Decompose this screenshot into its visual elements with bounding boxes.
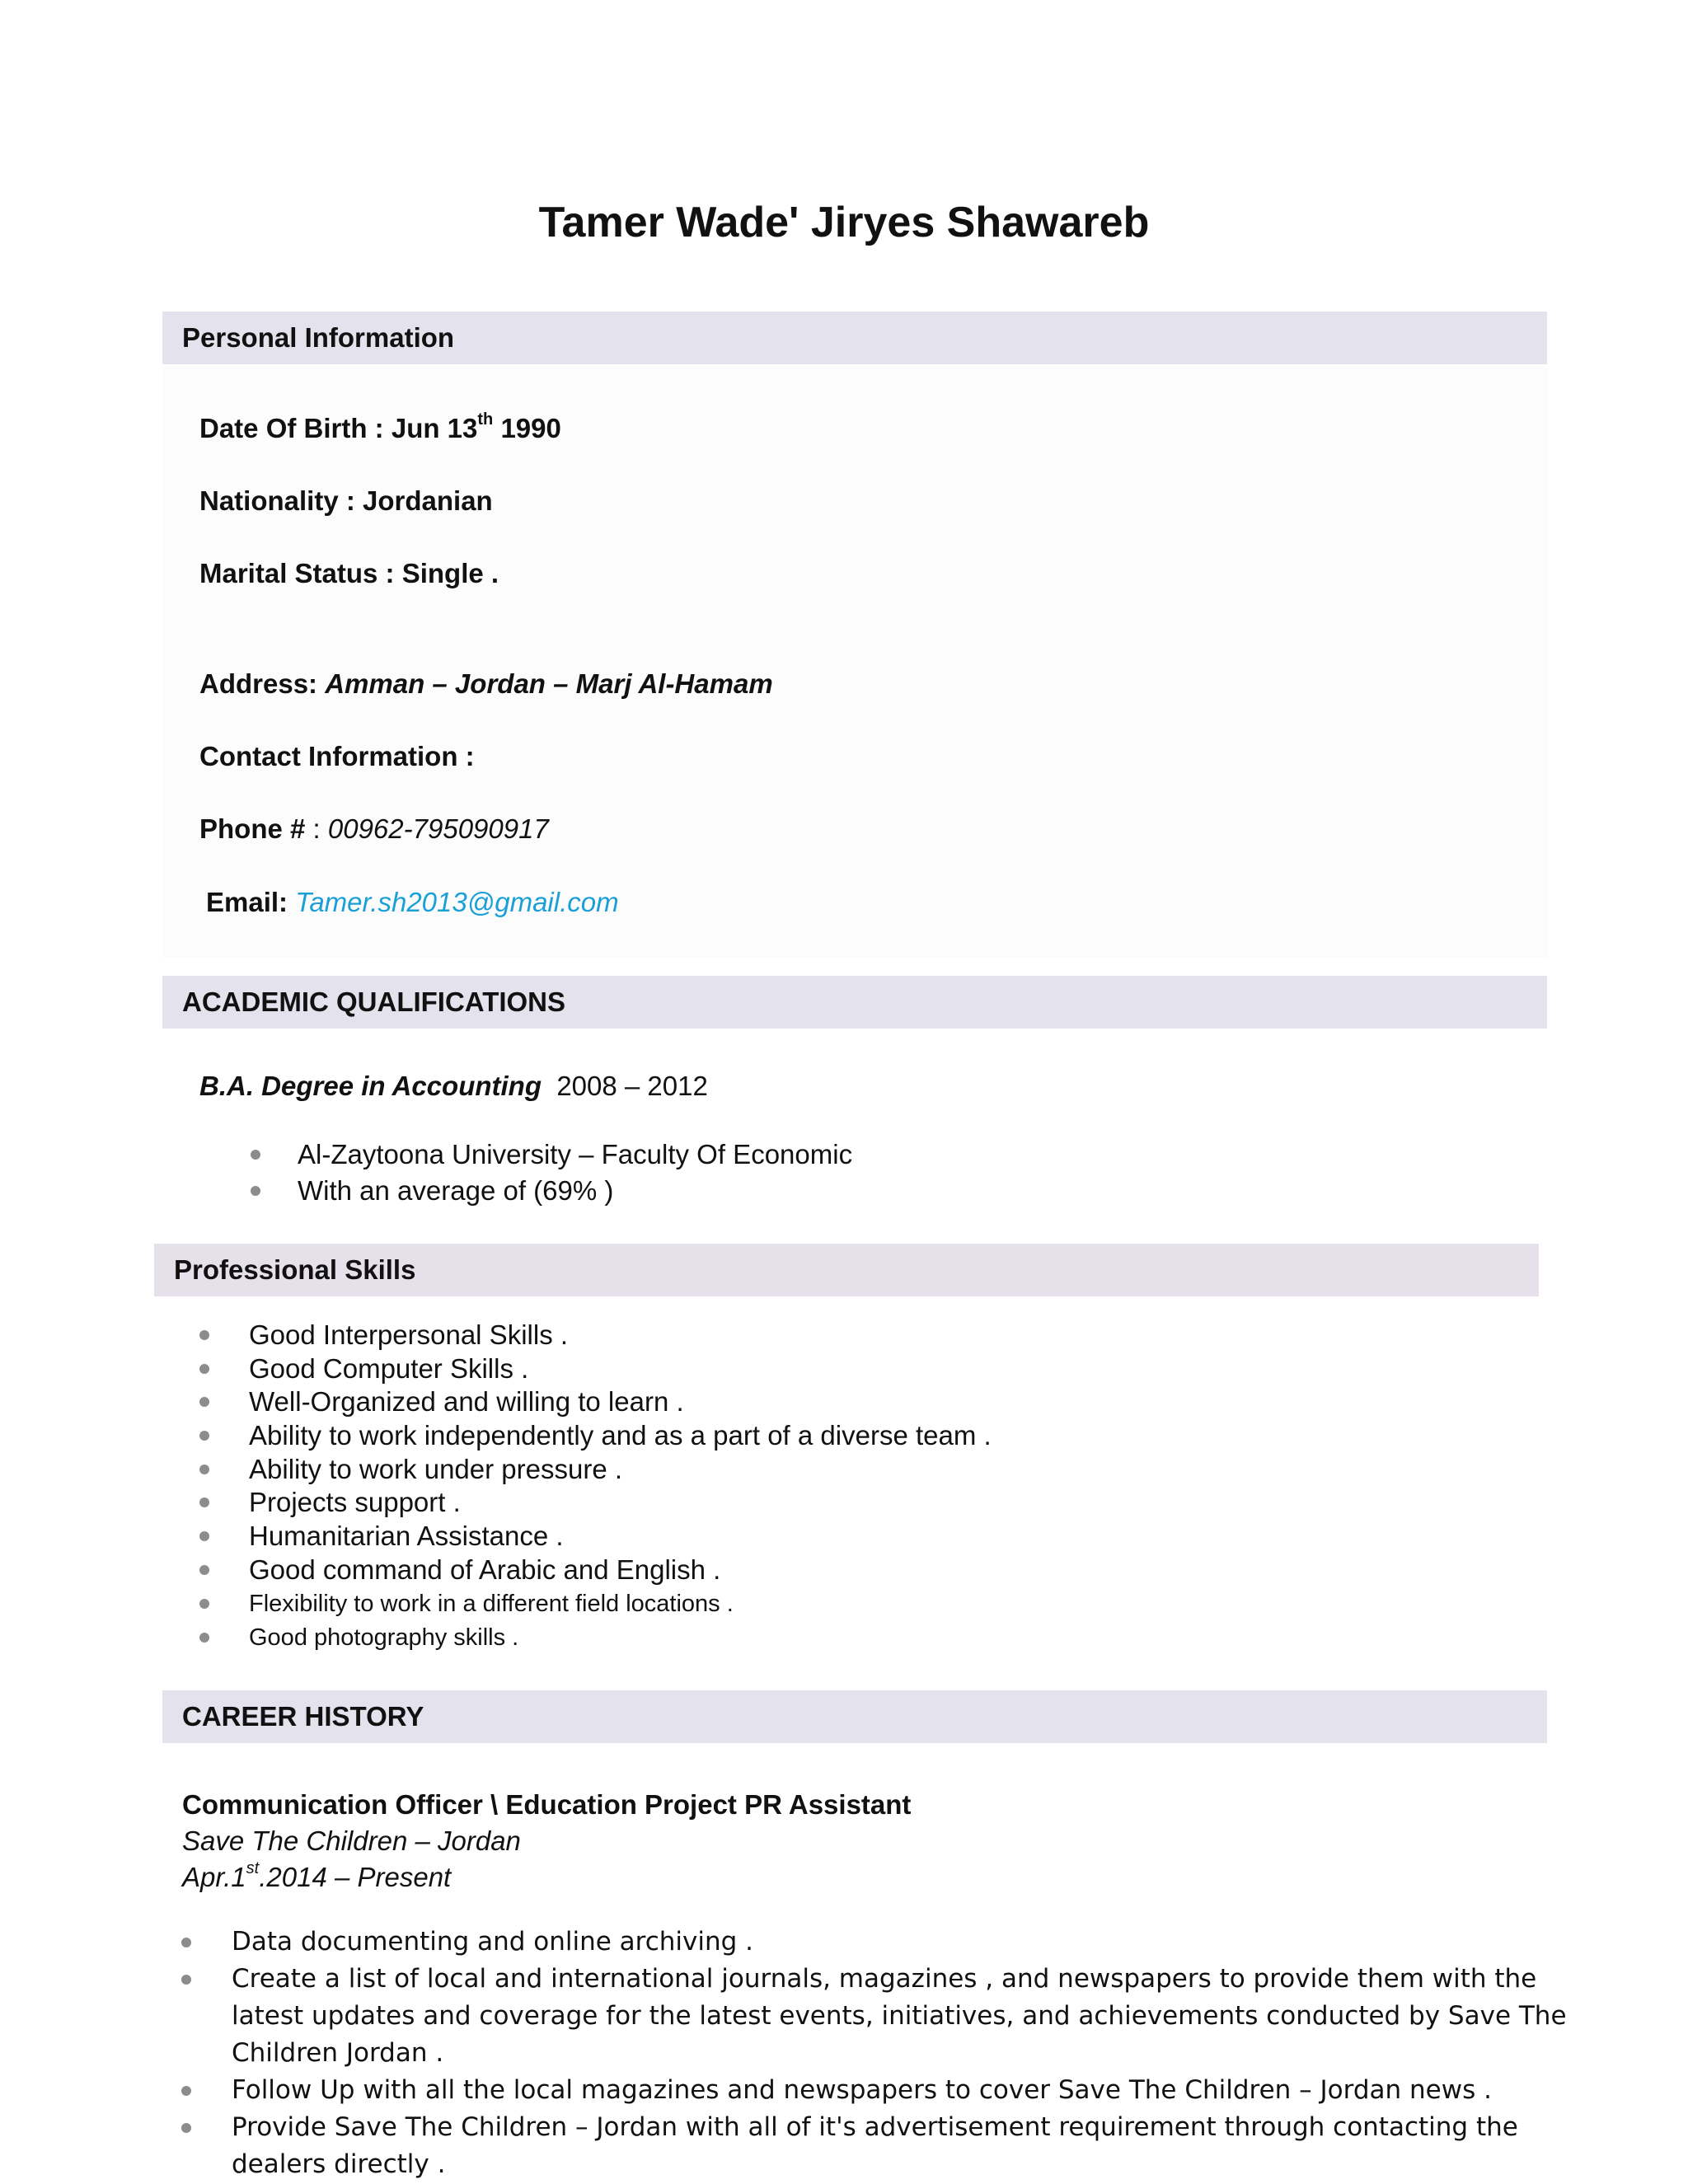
- marital-status: Marital Status : Single .: [199, 558, 499, 588]
- address-value: Amman – Jordan – Marj Al-Hamam: [325, 668, 773, 699]
- date-prefix: Apr.1: [182, 1862, 246, 1892]
- phone-separator: :: [305, 813, 328, 844]
- phone: [199, 813, 549, 846]
- phone-value: 00962-795090917: [327, 813, 549, 844]
- bullet-icon: [181, 1975, 191, 1985]
- phone-label: Phone #: [199, 813, 306, 844]
- duty-item: [0, 2072, 1607, 2109]
- skill-text: Ability to work independently and as a part of a diverse team .: [249, 1420, 992, 1451]
- skill-text: Well-Organized and willing to learn .: [249, 1386, 684, 1417]
- section-header-personal: Personal Information: [162, 312, 1547, 364]
- bullet-icon: [199, 1330, 209, 1340]
- skill-text: Projects support .: [249, 1487, 461, 1517]
- duty-item: [0, 1961, 1607, 2072]
- address-label: Address:: [199, 668, 326, 699]
- nationality: Nationality : Jordanian: [199, 485, 493, 516]
- dob-label: Date Of Birth : Jun 13: [199, 413, 478, 443]
- duty-text: Data documenting and online archiving .: [232, 1927, 754, 1957]
- bullet-icon: [181, 1938, 191, 1947]
- bullet-icon: [199, 1599, 209, 1609]
- job-title: Communication Officer \ Education Project PR Assistant: [182, 1789, 912, 1820]
- dob-superscript: th: [477, 410, 494, 429]
- email-label: Email:: [206, 887, 296, 917]
- skill-text: Good Computer Skills .: [249, 1353, 529, 1384]
- date-superscript: st: [246, 1859, 260, 1877]
- address: [199, 668, 773, 701]
- academic-bullet-text: Al-Zaytoona University – Faculty Of Economic: [298, 1139, 853, 1169]
- bullet-icon: [251, 1150, 260, 1160]
- bullet-icon: [199, 1397, 209, 1407]
- bullet-icon: [199, 1531, 209, 1541]
- bullet-icon: [181, 2123, 191, 2133]
- academic-bullet-text: With an average of (69% ): [298, 1175, 614, 1206]
- duty-item: [0, 2109, 1607, 2183]
- duty-text: Create a list of local and international journals, magazines , and newspapers to provide them with the latest updates and coverage for the latest events, initiatives, and achievements conducted by Save The Children Jordan .: [232, 1964, 1567, 2068]
- skill-text: Good photography skills .: [249, 1624, 519, 1651]
- skill-text: Flexibility to work in a different field locations .: [249, 1591, 734, 1617]
- personal-info-panel: [162, 367, 1547, 958]
- bullet-icon: [251, 1186, 260, 1196]
- bullet-icon: [199, 1497, 209, 1507]
- degree-line: [199, 1070, 708, 1103]
- date-suffix: .2014 – Present: [259, 1862, 452, 1892]
- degree-years: 2008 – 2012: [541, 1071, 708, 1101]
- degree-title: B.A. Degree in Accounting: [199, 1071, 542, 1101]
- dob-year: 1990: [493, 413, 561, 443]
- contact-information-label: Contact Information :: [199, 741, 475, 771]
- employer: Save The Children – Jordan: [182, 1825, 521, 1856]
- skill-text: Good Interpersonal Skills .: [249, 1319, 569, 1350]
- bullet-icon: [199, 1364, 209, 1374]
- date-of-birth: [199, 412, 561, 445]
- bullet-icon: [199, 1465, 209, 1474]
- skill-text: Humanitarian Assistance .: [249, 1521, 564, 1551]
- section-header-career: CAREER HISTORY: [162, 1690, 1547, 1743]
- skill-text: Good command of Arabic and English .: [249, 1554, 721, 1585]
- section-header-academic: ACADEMIC QUALIFICATIONS: [162, 976, 1547, 1029]
- duty-item: [0, 1924, 1607, 1961]
- skill-text: Ability to work under pressure .: [249, 1454, 623, 1484]
- employment-dates: [182, 1861, 451, 1894]
- section-header-skills: Professional Skills: [154, 1244, 1539, 1296]
- duty-text: Follow Up with all the local magazines and newspapers to cover Save The Children – Jordan news .: [232, 2075, 1492, 2105]
- bullet-icon: [199, 1431, 209, 1441]
- email: [206, 886, 619, 919]
- resume-name: Tamer Wade' Jiryes Shawareb: [538, 199, 1150, 246]
- bullet-icon: [181, 2086, 191, 2096]
- bullet-icon: [199, 1633, 209, 1643]
- bullet-icon: [199, 1565, 209, 1575]
- email-link[interactable]: Tamer.sh2013@gmail.com: [295, 887, 619, 917]
- duty-text: Provide Save The Children – Jordan with all of it's advertisement requirement through contacting the dealers directly .: [232, 2112, 1518, 2179]
